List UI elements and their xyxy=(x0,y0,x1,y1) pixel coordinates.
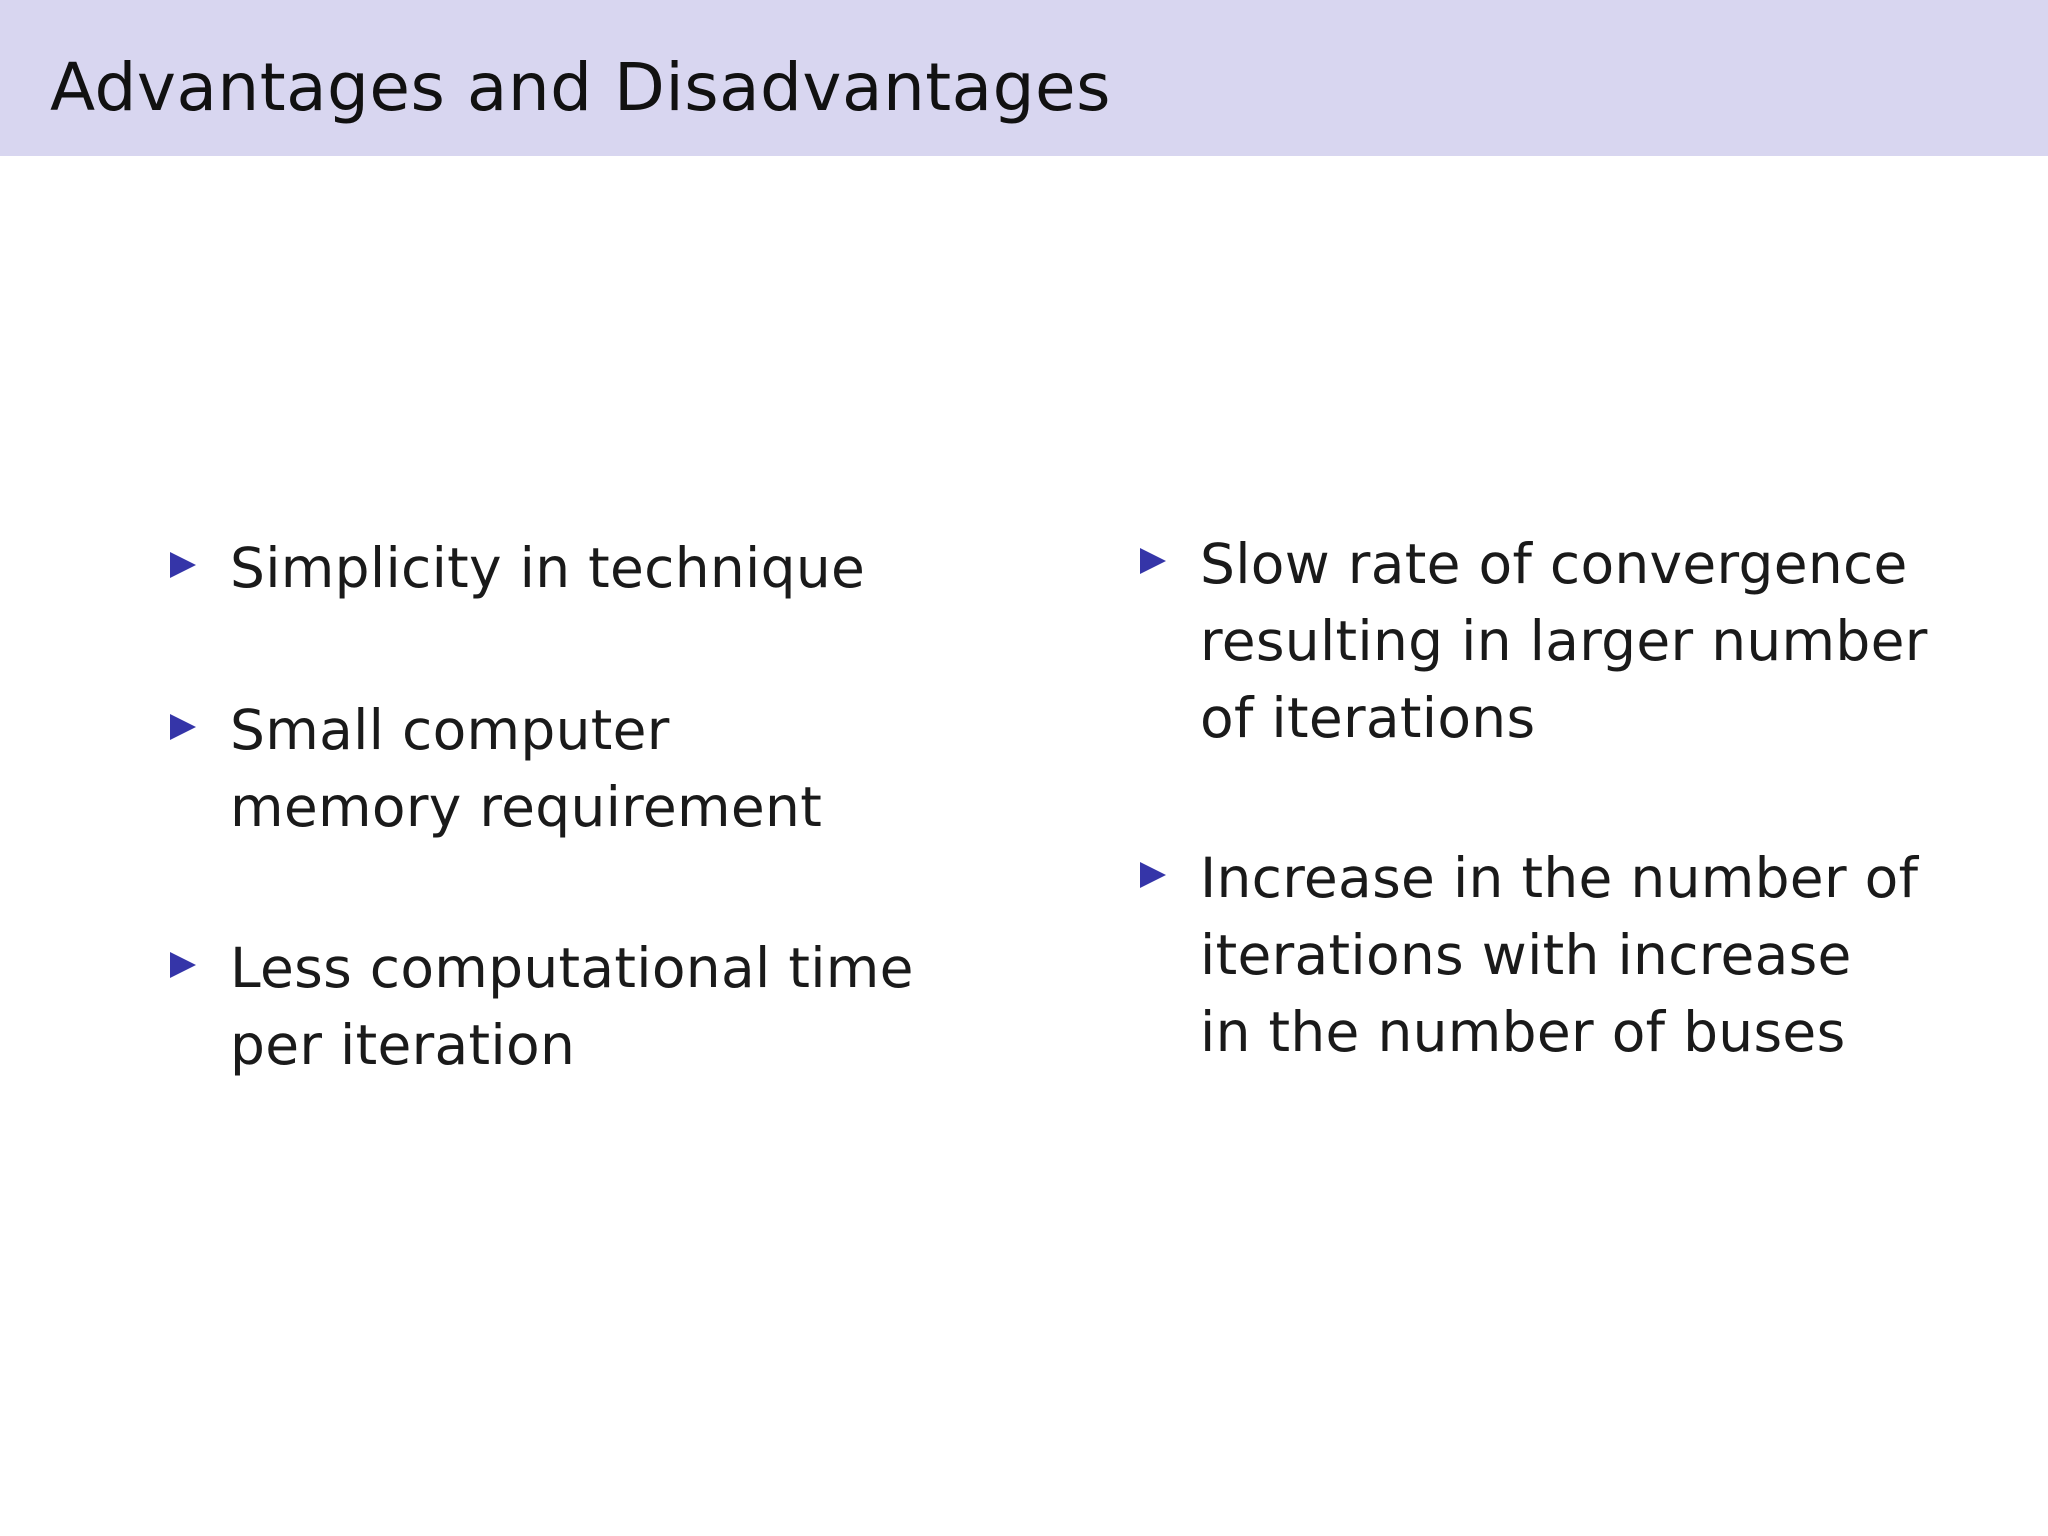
bullet-text: Small computer memory requirement xyxy=(230,698,823,839)
list-item xyxy=(166,692,986,846)
triangle-right-icon xyxy=(170,552,196,578)
triangle-right-icon xyxy=(170,714,196,740)
list-item xyxy=(166,930,986,1084)
triangle-right-icon xyxy=(170,952,196,978)
bullet-text: Increase in the number of iterations with increase in the number of buses xyxy=(1200,846,1919,1064)
title-bar xyxy=(0,0,2048,156)
list-item xyxy=(166,530,986,607)
bullet-text: Simplicity in technique xyxy=(230,536,866,600)
bullet-text: Less computational time per iteration xyxy=(230,936,914,1077)
triangle-right-icon xyxy=(1140,862,1166,888)
list-item xyxy=(1136,526,2016,757)
triangle-right-icon xyxy=(1140,548,1166,574)
bullet-text: Slow rate of convergence resulting in larger number of iterations xyxy=(1200,532,1928,750)
slide-title: Advantages and Disadvantages xyxy=(50,49,1111,126)
list-item xyxy=(1136,840,2016,1071)
